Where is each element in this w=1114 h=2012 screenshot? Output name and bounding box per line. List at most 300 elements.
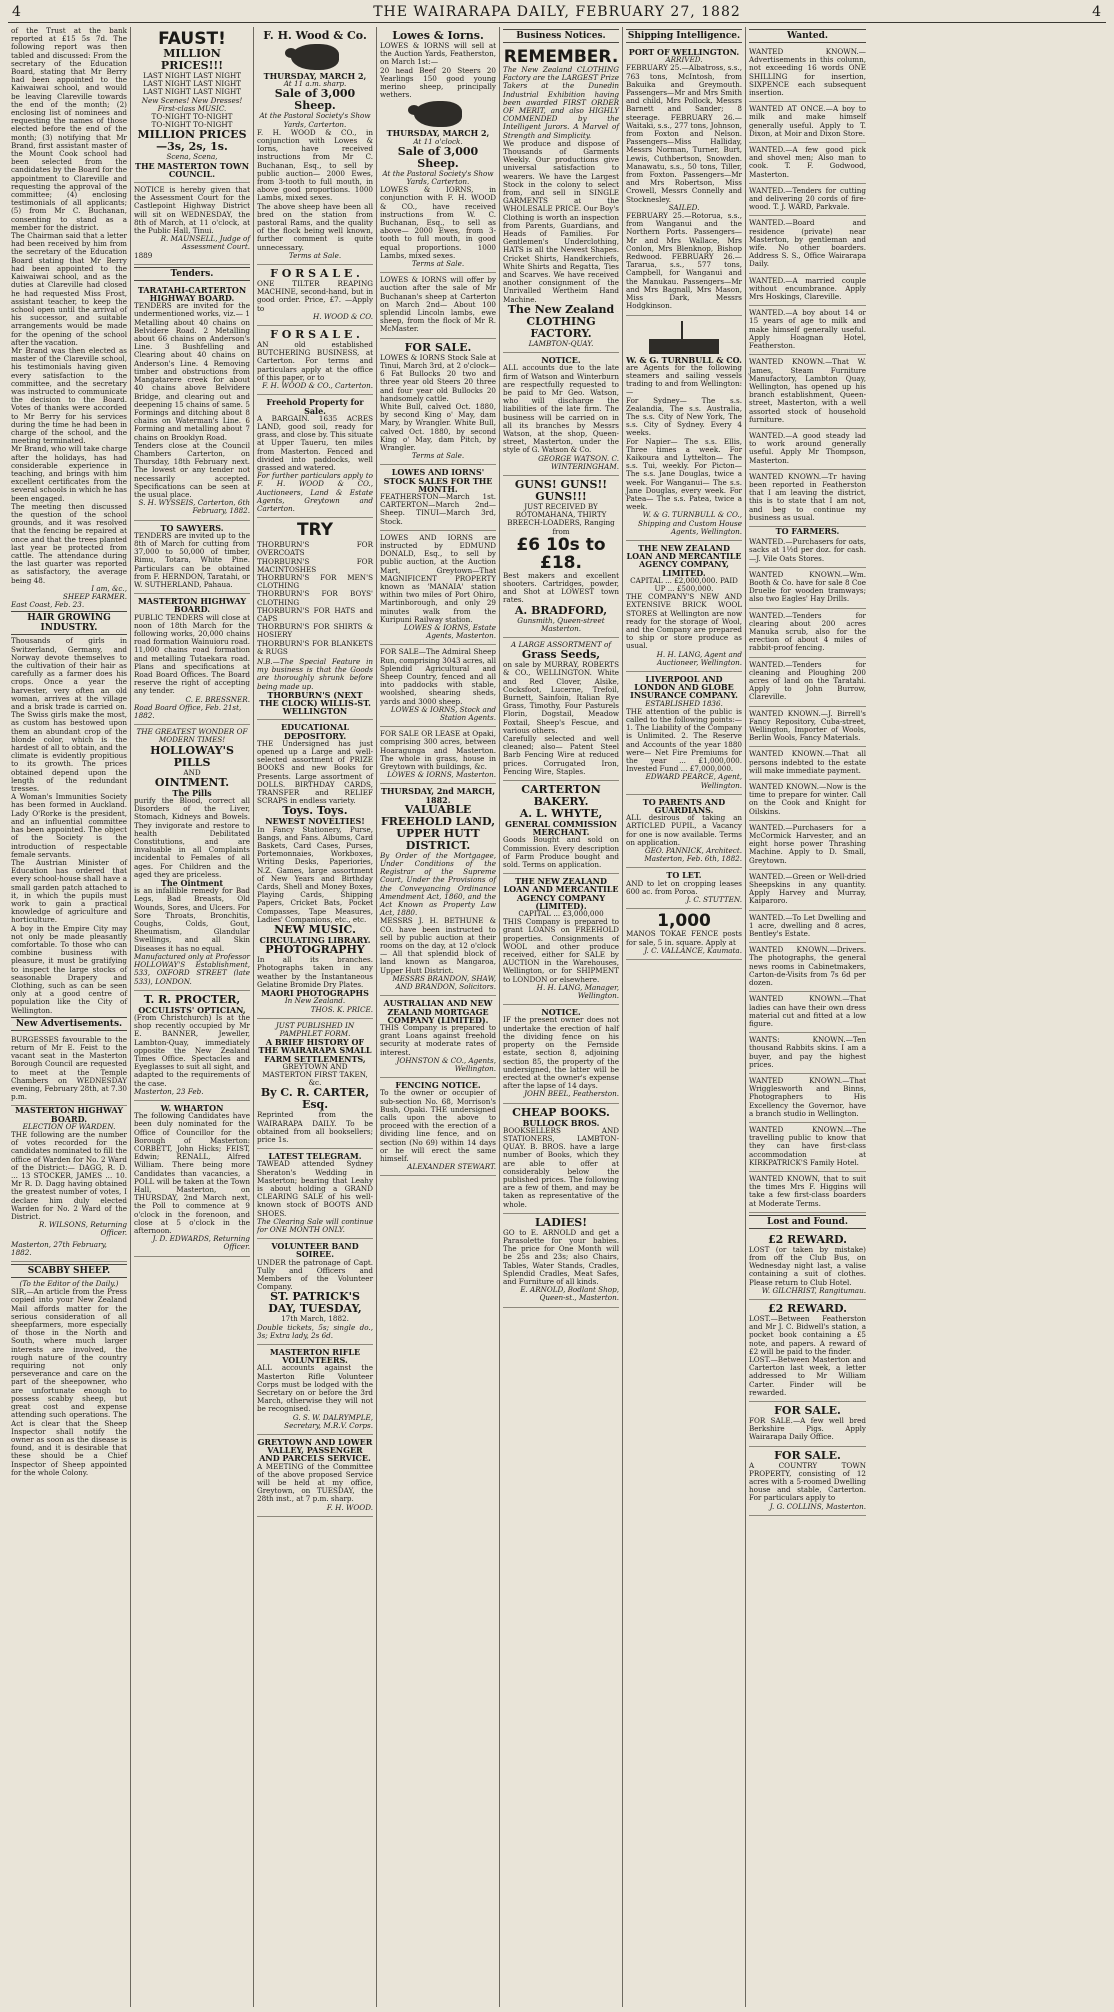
ad-heading: LOWES AND IORNS' STOCK SALES FOR THE MONTH. [383, 467, 493, 494]
ad-line: At 11 o'clock. [413, 136, 463, 146]
column-4 [377, 27, 500, 2007]
ad-line: Terms at Sale. [288, 250, 342, 260]
ad-body: AND to let on cropping leases 600 ac. from Poroa. [626, 878, 742, 896]
signature: H. H. LANG, Agent and Auctioneer, Wellington. [656, 649, 742, 667]
ad-heading: EDUCATIONAL DEPOSITORY. [281, 722, 349, 741]
masthead-title: THE WAIRARAPA DAILY, FEBRUARY 27, 1882 [373, 4, 741, 20]
column-3 [254, 27, 377, 2007]
stock-list-advertisement [380, 465, 496, 530]
ad-body: White Bull, calved Oct. 1880, by second King o' May, dam Mary, by Wrangler. White Bull, calved Oct. 1880, by second King o' May, dam Pitch, by Wrangler. [380, 401, 496, 452]
ad-line: Gunsmith, Queen-street Masterton. [517, 615, 605, 633]
signature: LOWES & IORNS, Estate Agents, Masterton. [403, 622, 496, 641]
ad-body: PUBLIC TENDERS will close at noon of 18th March for the following works, 20,000 chains road formation Wainuioru road. 11,000 chains road formation and metalling Tutaekara road. Plans and specifications at Road Board Offices. The Board reserve the right of accepting any tender. [134, 612, 250, 696]
ad-line: JUST RECEIVED BY ROTOMAHANA, THIRTY BREECH-LOADERS, Ranging from [507, 501, 615, 536]
for-sale-advertisement [749, 1402, 866, 1447]
columns [8, 27, 1106, 2007]
stock-sale-advertisement [380, 339, 496, 466]
ad-heading: The Ointment [160, 878, 224, 889]
ad-heading: W. & G. TURNBULL & CO. [626, 354, 742, 365]
turnbull-advertisement [626, 316, 742, 541]
ad-body: ALL accounts due to the late firm of Watson and Winterburn are respectfully requested to be paid to Mr Geo. Watson, who will discharge the liabilities of the late firm. The business will be carried on in all its branches by Messrs Watson, at the shop, Queen-street, Masterton, under the style of G. Watson & Co. [503, 363, 619, 455]
classified-ad: WANTED KNOWN.—Tr having been reported in Featherston that I am leaving the district, this is to state that I am not, and beg to continue my business as usual. [749, 470, 866, 527]
freehold-advertisement [257, 395, 373, 518]
letter-salutation: (To the Editor of the Daily.) [19, 1279, 119, 1289]
signature: C. E. BRESSNER. [185, 694, 250, 704]
for-sale-advertisement [257, 265, 373, 326]
classified-ad: WANTED.—Green or Well-dried Sheepskins in any quantity. Apply Harvey and Murray, Kaiparoro. [749, 870, 866, 911]
ad-body: In Fancy Stationery, Purse, Bangs, and Fans. Albums, Card Baskets, Card Cases, Purses, Portemonnaies, Workboxes, Writing Desks, Paperiories, N.Z. Games, large assortment of New Years and Birthday Cards, Shell and Money Boxes, Playing Cards, Shipping Papers, Cricket Bats, Pocket Compasses, Tape Measures, Ladies' Companions, etc., etc. [257, 824, 373, 924]
ad-subheading: GENERAL COMMISSION MERCHANT. [505, 819, 617, 838]
ad-body: are Agents for the following steamers and sailing vessels trading to and from Wellington:— [626, 362, 742, 397]
tender-advertisement [134, 521, 250, 595]
ad-body: ALL desirous of taking an ARTICLED PUPIL, a Vacancy for one is now available. Terms on application. [626, 813, 742, 847]
article-text: The Austrian Minister of Education has ordered that every school-house shall have a small garden patch attached to it, in which the pupils must work to gain a practical knowledge of agriculture and horticulture. [11, 857, 127, 925]
page-number-left: 4 [12, 4, 22, 20]
classified-ad: WANTED KNOWN.—That ladies can have their own dress material cut and fitted at a low figure. [749, 992, 866, 1033]
signature: JOHN BEEL, Featherston. [524, 1089, 619, 1099]
signature: GEORGE WATSON. C. WINTERINGHAM. [538, 453, 619, 471]
ad-body: By Order of the Mortgagee, Under Conditions of the Registrar of the Supreme Court, Under the Provisions of the Conveyancing Ordinance Amendment Act, 1860, and the Act Known as Property Law Act, 1880. [380, 850, 496, 918]
ad-heading: MAORI PHOTOGRAPHS [261, 988, 369, 999]
ad-headline: TRY [296, 520, 334, 541]
ad-body: F. H. WOOD & CO., in conjunction with Lowes & Iorns, have received instructions from Mr C. Buchanan, Esq., to sell by public auction— 2000 Ewes, from 3-tooth to full mouth, in above good proportions. 1000 Lambs, mixed sexes. [257, 127, 373, 203]
classified-ad: WANTED.—Tenders for clearing about 200 acres Manuka scrub, also for the erection of about 4 miles of rabbit-proof fencing. [749, 609, 866, 658]
ad-subheading: CIRCULATING LIBRARY. [259, 935, 371, 946]
signature: GEO. PANNICK, Architect. Masterton, Feb. 6th, 1882. [644, 846, 742, 864]
ad-headline: A. BRADFORD, [514, 603, 608, 617]
signature: J. G. COLLINS, Masterton. [769, 1501, 866, 1511]
ad-line: At the Pastoral Society's Show Yards, Carterton. [259, 111, 371, 129]
ad-headline: FOR SALE. [404, 340, 472, 354]
ad-headline: CHEAP BOOKS. [512, 1105, 610, 1119]
ad-body: A COUNTRY TOWN PROPERTY, consisting of 12 acres with a 5-roomed Dwelling house and stable, Carterton. For particulars apply to [749, 1460, 866, 1503]
ad-body: FEATHERSTON—March 1st. CARTERTON—March 2nd—Sheep. TINUI—March 3rd, Stock. [380, 491, 496, 526]
ad-line: LAMBTON-QUAY. [528, 338, 594, 348]
election-advertisement [134, 1101, 250, 1257]
lost-advertisement [749, 1300, 866, 1402]
ad-body: LOWES & IORNS, in conjunction with F. H. WOOD & CO., have received instructions from W. C. Buchanan, Esq., to sell as above— 2000 Ewes, from 3-tooth to full mouth, in good equal proportions. 1000 Lambs, mixed sexes. [380, 185, 496, 260]
classified-ad: WANTED.—A boy about 14 or 15 years of age to milk and make himself generally useful. Apply Hoagnan Hotel, Featherston. [749, 306, 866, 355]
ad-body: ONE TILTER REAPING MACHINE, second-hand, but in good order. Price, £7. —Apply to [257, 279, 373, 313]
section-heading: SCABBY SHEEP. [11, 1264, 127, 1278]
ad-heading: VOLUNTEER BAND SOIREE. [271, 1241, 359, 1260]
ad-heading: MASTERTON HIGHWAY BOARD. [14, 1105, 124, 1124]
article-text: A boy in the Empire City may not only be made pleasantly comfortable. To those who can combine business with pleasure, it must be gratifying to inspect the large stocks of seasonable Drapery and Clothing, such as can be seen only at a good centre of population like the City of Wellington. [11, 923, 127, 1015]
run-advertisement [380, 645, 496, 727]
ad-body: A MEETING of the Committee of the above proposed Service will be held at my office, Greytown, on TUESDAY, the 28th inst., at 7 p.m. sharp. [257, 1461, 373, 1504]
classified-ad: WANTS: KNOWN.—Ten thousand Rabbits skins. I am a buyer, and pay the highest prices. [749, 1033, 866, 1074]
signature: EDWARD PEARCE, Agent, Wellington. [645, 772, 742, 790]
signature: I am, &c., [91, 583, 127, 593]
ad-body: Double tickets, 5s; single do., 3s; Extra lady, 2s 6d. [257, 1322, 373, 1340]
article-text: A Woman's Immunities Society has been formed in Auckland. Lady O'Rorke is the president, and an influential committee has been appointed. The object of the Society is the introduction of respectable female servants. [11, 792, 127, 859]
ad-line: CAPITAL ... £3,000,000 [518, 909, 604, 919]
ad-body: The following Candidates have been duly nominated for the Office of Councillor for the Borough of Masterton: CORBETT, John Hicks; FEIST, Edwin; RENALL, Alfred William. There being more Candidates than vacancies, a POLL will be taken at the Town Hall, Masterton, on THURSDAY, 2nd March next, the Poll to commence at 9 o'clock in the forenoon, and close at 5 o'clock in the afternoon. [134, 1111, 250, 1235]
ad-heading: TARATAHI-CARTERTON HIGHWAY BOARD. [137, 284, 247, 304]
list-item: THORBURN'S FOR HATS and CAPS [257, 605, 373, 623]
ladies-advertisement [503, 1214, 619, 1308]
ad-headline: Toys. Toys. [282, 804, 348, 818]
ad-line: GREYTOWN AND MASTERTON FIRST TAKEN, &c. [262, 1061, 368, 1088]
telegram-advertisement [257, 1149, 373, 1239]
insurance-advertisement [626, 672, 742, 795]
signature: F. H. WOOD & CO., Carterton. [262, 381, 373, 391]
ad-headline: By C. R. CARTER, Esq. [260, 1086, 370, 1112]
column-2 [131, 27, 254, 2007]
classified-ad: WANTED KNOWN.—Now is the time to prepare for winter. Call on the Cook and Knight for Oilskins. [749, 780, 866, 821]
classified-ad: WANTED.—Purchasers for a McCormick Harvester, and an eight horse power Thrashing Machine. Apply to D. Small, Greytown. [749, 821, 866, 870]
grass-seed-advertisement [503, 638, 619, 781]
ad-heading: NOTICE. [541, 1007, 581, 1018]
article-text: FEBRUARY 25.—Rotorua, s.s., from Wanganui and the Northern Ports. Passengers—Mr and Mrs Wallace, Mrs Conlon, Mrs Blenknop, Bishop Redwood. FEBRUARY 26.—Tararua, s.s., 577 tons, Campbell, for Wanganui and the Manukau. Passengers—Mr and Mrs Bagnall, Mrs Mason, Miss Dark, Messrs Hodgkinson. [626, 211, 742, 311]
ad-body: To the owner or occupier of sub-section No. 68, Morrison's Bush, Opaki. THE undersigned calls upon the above to proceed with the erection of a dividing line fence, and on section (No 69) within 14 days or he will erect the same himself. [380, 1088, 496, 1163]
books-advertisement [503, 1104, 619, 1214]
signature: THOS. K. PRICE. [310, 1004, 373, 1014]
ad-line: Scena, Scena, [166, 152, 218, 162]
ad-body: For further particulars apply to F. H. WOOD & CO., Auctioneers, Land & Estate Agents, Greytown and Carterton. [257, 471, 373, 513]
ad-heading: AUSTRALIAN AND NEW ZEALAND MORTGAGE COMPANY (LIMITED). [383, 998, 493, 1025]
ad-headline: T. R. PROCTER, [143, 992, 241, 1006]
section-heading: Business Notices. [503, 29, 619, 43]
signature: LOWES & IORNS, Masterton. [387, 770, 496, 780]
ad-headline: FAUST! [158, 29, 226, 49]
ad-heading: MASTERTON HIGHWAY BOARD. [137, 596, 247, 615]
service-advertisement [257, 1435, 373, 1517]
column-5 [500, 27, 623, 2007]
ad-line: TO-NIGHT TO-NIGHT [151, 120, 233, 130]
classified-ad: WANTED.—A good steady lad to work around generally useful. Apply Mr Thompson, Masterton. [749, 429, 866, 470]
ad-headline: The New Zealand CLOTHING FACTORY. [507, 302, 615, 340]
signature: W. & G. TURNBULL & CO., Shipping and Custom House Agents, Wellington. [638, 510, 742, 536]
article-text: The meeting then discussed the question of the school grounds, and it was resolved that the fencing be repaired at once and that the trees planted last year be protected from cattle. The attendance during the last quarter was reported as satisfactory, the average being 48. [11, 501, 127, 585]
ad-headline: FOR SALE. [774, 1404, 841, 1418]
ad-heading: Freehold Property for Sale. [266, 397, 364, 416]
article-text: SIR,—An article from the Press copied into your New Zealand Mail affords matter for the serious consideration of all sheepfarmers, more especially of those in the North and South, where much larger interests are involved, the rough nature of the country requiring not only perseverance and care on the part of the sheepowner, who are unfortunate enough to possess scabby sheep, but great cost and expense attending such operations. The Act is clear that the Sheep Inspector shall notify the owner as soon as the disease is found, and it is desirable that these should be a Chief Inspector of Sheep appointed for the whole Colony. [11, 1287, 127, 1477]
ad-heading: TO LET. [666, 870, 702, 881]
classified-ad: WANTED KNOWN.—J. Birrell's Fancy Repository, Cuba-street, Wellington, Importer of Wools, Berlin Wools, Fancy Materials. [749, 707, 866, 748]
ad-heading: TO SAWYERS. [160, 522, 224, 533]
for-sale-advertisement [749, 1447, 866, 1516]
ad-body: THIS Company is prepared to grant LOANS on FREEHOLD properties. Consignments of WOOL and other produce received, either for SALE by AUCTION in the Warehouses, Wellington, or for SHIPMENT to LONDON or elsewhere. [503, 917, 619, 984]
ad-line: In New Zealand. [284, 996, 346, 1006]
lost-advertisement [749, 1231, 866, 1300]
classified-ad: WANTED.—Tenders for cleaning and Ploughing 200 acres of land on the Taratahi. Apply to John Burrow, Clareville. [749, 658, 866, 707]
ad-body: AN old established BUTCHERING BUSINESS, at Carterton. For terms and particulars apply at the office of this paper, or to [257, 340, 373, 382]
pupil-advertisement [626, 795, 742, 869]
ad-headline: F O R S A L E . [270, 267, 360, 281]
ad-headline: GUNS! GUNS!! GUNS!!! [514, 477, 608, 503]
signature: S. H. WYSSEIS, Carterton, 6th February, 1882. [138, 498, 250, 516]
ad-heading: TO FARMERS. [775, 525, 840, 536]
sheep-illustration [291, 44, 339, 70]
notice-advertisement [503, 1005, 619, 1103]
pamphlet-advertisement [257, 1019, 373, 1149]
section-heading: Lost and Found. [749, 1215, 866, 1229]
ad-subheading: BULLOCK BROS. [522, 1117, 600, 1128]
ad-heading: NOTICE. [541, 355, 581, 366]
ad-headline: OINTMENT. [154, 775, 230, 789]
ad-headline: HOLLOWAY'S PILLS [150, 743, 234, 769]
section-heading: New Advertisements. [11, 1017, 127, 1031]
ad-body: Manufactured only at Professor HOLLOWAY'S Establishment, 533, OXFORD STREET (late 533), LONDON. [134, 951, 250, 986]
list-item: THORBURN'S FOR OVERCOATS [257, 540, 373, 558]
advertisement: BURGESSES favourable to the return of Mr E. Feist to the vacant seat in the Masterton Borough Council are requested to meet at the Temple Chambers on WEDNESDAY evening, February 28th, at 7.30 p.m. [11, 1033, 127, 1107]
ad-heading: PORT OF WELLINGTON. [628, 47, 740, 57]
ad-line: At 11 a.m. sharp. [283, 79, 347, 89]
ad-body: THE attention of the public is called to the following points:— 1. The Liability of the Company is Unlimited. 2. The Reserve and Accounts of the year 1880 were— Net Fire Premiums for the year ... £1,000,000. Invested Fund ... £7,000,000. [626, 706, 742, 774]
article-text: Mr Brand, who will take charge after the holidays, has had considerable experience in teaching, and brings with him excellent certificates from the several schools in which he has been engaged. [11, 444, 127, 503]
ad-line: LAST NIGHT LAST NIGHT [142, 87, 242, 97]
notice-advertisement [503, 353, 619, 476]
ad-headline: 1,000 [657, 911, 711, 932]
ad-headline: F O R S A L E . [270, 328, 360, 342]
property-advertisement [380, 531, 496, 646]
classified-ad: WANTED AT ONCE.—A boy to milk and make himself generally useful. Apply to T. Dixon, at Moir and Dixon Store. [749, 102, 866, 143]
ad-body: purify the Blood, correct all Disorders of the Liver, Stomach, Kidneys and Bowels. They invigorate and restore to health Debilitated Constitutions, and are invaluable in all Complaints incidental to Females of all ages. For Children and the aged they are priceless. [134, 796, 250, 879]
wood-auction-advertisement [257, 27, 373, 265]
mortgage-advertisement [380, 996, 496, 1078]
signature: G. S. W. DALRYMPLE, Secretary, M.R.V. Corps. [284, 1412, 373, 1430]
ad-body: The New Zealand CLOTHING Factory are the LARGEST Prize Takers at the Dunedin Industrial Exhibition having been awarded FIRST ORDER OF MERIT, and also HIGHLY COMMENDED by the Intelligent Jurors. A Marvel of Strength and Simplicity. [503, 65, 619, 140]
signature: MESSRS BRANDON, SHAW, AND BRANDON, Solicitors. [392, 973, 496, 992]
ad-body: LOWES AND IORNS are instructed by EDMUND DONALD, Esq., to sell by public auction, at the Auction Mart, Greytown—That MAGNIFICENT PROPERTY known as 'MANAIA' station within two miles of Port Ohiro, Martinborough, and only 29 minutes walk from the Kuripuni Railway station. [380, 532, 496, 624]
ad-list [257, 541, 373, 656]
classified-ad: WANTED.—Purchasers for oats, sacks at 1½d per doz. for cash.—J. Vile Oats Stores. [749, 535, 866, 568]
ad-heading: THE NEW ZEALAND LOAN AND MERCANTILE AGENCY COMPANY, LIMITED. [626, 542, 742, 578]
procter-advertisement [134, 991, 250, 1101]
signature: J. C. VALLANCE, Kaumata. [644, 945, 742, 955]
ad-headline: £2 REWARD. [768, 1301, 847, 1315]
section-heading: HAIR GROWING INDUSTRY. [11, 611, 127, 635]
classified-ad: WANTED KNOWN.—That all persons indebted to the estate will make immediate payment. [749, 747, 866, 780]
ad-number: 1889 [134, 250, 153, 260]
ad-subheading: ARRIVED. [665, 55, 703, 65]
ad-body: GO to E. ARNOLD and get a Parasolette for your babies. The price for One Month will be 25s and 23s; also Chairs, Tables, Water Stands, Cradles, Splendid Cradles, Meat Safes, and Furniture of all kinds. [503, 1227, 619, 1286]
fencing-advertisement [380, 1078, 496, 1176]
ad-headline: Lowes & Iorns. [392, 29, 484, 42]
loan-advertisement [503, 874, 619, 1005]
ad-body: BOOKSELLERS AND STATIONERS, LAMBTON-QUAY. B. BROS. have a large number of Books, which they are able to offer at considerably below the published prices. The following are a few of them, and may be taken as representative of the whole. [503, 1125, 619, 1209]
ad-body: on sale by MURRAY, ROBERTS & CO., WELLINGTON. White and Red Clover, Alsike, Cocksfoot, Lucerne, Trefoil, Burnett, Sainfoin, Italian Rye Grass, Timothy, Four Pasturels Florin, Dogstail, Meadow Foxtail, Sheep's Fescue, and various others. [503, 660, 619, 735]
ad-headline: A. L. WHYTE, [519, 807, 603, 821]
ad-heading: GREYTOWN AND LOWER VALLEY, PASSENGER AND PARCELS SERVICE. [257, 1437, 373, 1464]
ad-body: THE COMPANY'S NEW AND EXTENSIVE BRICK WOOL STORES at Wellington are now ready for the storage of Wool, and the Company are prepared to ship or store produce as usual. [626, 592, 742, 651]
ad-body: TAWEAD attended Sydney Sheraton's Wedding in Masterton; bearing that Leahy is about holding a GRAND CLEARING SALE of his well-known stock of BOOTS AND SHOES. [257, 1159, 373, 1218]
ad-heading: W. WHARTON [160, 1102, 224, 1113]
signature: J. D. EDWARDS, Returning Officer. [152, 1234, 250, 1252]
ad-body: MANOS TOKAE FENCE posts for sale, 5 in. square. Apply at [626, 929, 742, 947]
ad-body: Carefully selected and well cleaned; also— Patent Steel Barb Fencing Wire at reduced prices. Corrugated Iron, Fencing Wire, Staples. [503, 734, 619, 776]
signature: JOHNSTON & CO., Agents, Wellington. [396, 1055, 496, 1073]
educational-advertisement [257, 720, 373, 1018]
signature: ALEXANDER STEWART. [407, 1162, 496, 1172]
ad-headline: Sale of 3,000 Sheep. [397, 144, 479, 170]
ad-body: Reprinted from the WAIRARAPA DAILY. To be obtained from all booksellers; price 1s. [257, 1110, 373, 1144]
signature: H. WOOD & CO. [313, 311, 373, 321]
classified-ad: WANTED.—A married couple without encumbrance. Apply Mrs Hoskings, Clareville. [749, 274, 866, 307]
ad-body: NOTICE is hereby given that the Assessment Court for the Castlepoint Highway District will sit on WEDNESDAY, the 8th of March, at 11 o'clock, at the Public Hall, Tinui. [134, 185, 250, 236]
volunteer-advertisement [257, 1239, 373, 1345]
advertisement: THE following are the number of votes recorded for the candidates nominated to fill the office of Warden for No. 2 Ward of the District:— DAGG, R. D. ... 13 STOCKER, JAMES ... 10. Mr R. D. Dagg having obtained the greatest number of votes, I declare him duly elected Warden for No. 2 Ward of the District. [11, 1130, 127, 1222]
lowes-auction-advertisement [380, 27, 496, 273]
ad-body: LOST.—Between Masterton and Carterton last week, a letter addressed to Mr William Carter. Finder will be rewarded. [749, 1355, 866, 1397]
signature: R. MAUNSELL, Judge of Assessment Court. [160, 234, 250, 252]
ad-body: THIS Company is prepared to grant Loans against freehold security at moderate rates of interest. [380, 1022, 496, 1057]
ad-line: 17th March, 1882. [281, 1314, 349, 1324]
ad-body: UNDER the patronage of Capt. Tully and Officers and Members of the Volunteer Company. [257, 1257, 373, 1292]
ad-line: ESTABLISHED 1836. [645, 698, 723, 708]
classified-ad: WANTED KNOWN, that to suit the times Mrs F. Higgins will take a few first-class boarders at Moderate Terms. [749, 1172, 866, 1213]
dateline: Masterton, 27th February, 1882. [11, 1238, 127, 1262]
ad-heading: A BRIEF HISTORY OF THE WAIRARAPA SMALL FARM SETTLEMENTS, [258, 1037, 372, 1064]
ad-headline: ST. PATRICK'S DAY, TUESDAY, [268, 1290, 362, 1316]
ad-headline: F. H. Wood & Co. [263, 29, 367, 42]
ad-heading: LATEST TELEGRAM. [268, 1151, 362, 1162]
notice-advertisement [134, 183, 250, 265]
ad-line: TO-NIGHT TO-NIGHT [151, 112, 233, 122]
classified-ad: WANTED.—To Let Dwelling and 1 acre, dwelling and 8 acres, Bentley's Estate. [749, 911, 866, 944]
article-text: The Chairman said that a letter had been received by him from the secretary of the Education Board stating that Mr Berry had been appointed to the Kaiwaiwai school, and as the duties at Clareville had closed he had requested Miss Frost, assistant teacher, to keep the school open until the arrival of his successor, and suitable arrangements would be made for the opening of the school after the vacation. [11, 231, 127, 347]
ad-heading: MASTERTON RIFLE VOLUNTEERS. [269, 1347, 361, 1366]
ad-body: We produce and dispose of Thousands of Garments Weekly. Our productions give universal satisfaction to wearers. We have the Largest Stock in the colony to select from, and sell in SINGLE GARMENTS at the WHOLESALE PRICE. Our Boy's Clothing is worth an inspection from Parents, Guardians, and Heads of Families. For Gentlemen's Underclothing, HATS is all the Newest Shapes. Cricket Shirts, Handkerchiefs, White Shirts and Regatta, Ties and Scarves. We have received another consignment of the Unrivalled Wertheim Hand Machine. [503, 138, 619, 304]
classified-ad: WANTED KNOWN.—That Wrigglesworth and Binns, Photographers to His Excellency the Governor, have a branch studio in Wellington. [749, 1074, 866, 1123]
ad-line: JUST PUBLISHED IN PAMPHLET FORM. [275, 1020, 355, 1038]
fence-posts-advertisement [626, 909, 742, 960]
section-heading: Shipping Intelligence. [627, 31, 741, 41]
classified-ad: WANTED KNOWN.—That W. James, Steam Furniture Manufactory, Lambton Quay, Wellington, has opened up his branch establishment, Queen-street, Masterton, with a well assorted stock of household furniture. [749, 355, 866, 429]
ad-body: LOST.—Between Featherston and Mr J. C. Bidwell's station, a pocket book containing a £5 note, and papers. A reward of £2 will be paid to the finder. [749, 1313, 866, 1356]
ad-line: THURSDAY, MARCH 2, [263, 71, 367, 81]
faust-advertisement [134, 27, 250, 183]
ad-headline: REMEMBER. [503, 47, 619, 67]
thorburn-advertisement [257, 518, 373, 720]
classified-ad: WANTED KNOWN.—Wm. Booth & Co. have for sale 8 Coe Druelie for wooden tramways; also two Eagles' Hay Drills. [749, 568, 866, 609]
ad-line: MILLION PRICES—3s, 2s, 1s. [137, 128, 247, 154]
lease-advertisement [626, 868, 742, 909]
list-item: THORBURN'S FOR MEN'S CLOTHING [257, 572, 373, 591]
ad-body: 20 head Beef 20 Steers 20 Yearlings 150 good young merino sheep, principally wethers. [380, 65, 496, 100]
ad-headline: PHOTOGRAPHY [265, 943, 365, 957]
signature: H. H. LANG, Manager, Wellington. [536, 982, 619, 1001]
section-heading: Tenders. [134, 267, 250, 281]
bakery-advertisement [503, 781, 619, 874]
holloway-advertisement [134, 725, 250, 990]
ad-line: CAPITAL ... £2,000,000. PAID UP ... £500,000. [630, 575, 738, 593]
ad-body: TENDERS are invited for the undermentioned works, viz.— 1 Metalling about 40 chains on Belvidere Road. 2 Metalling about 66 chains on Anderson's Line. 3 Bushfelling and Clearing about 40 chains on Anderson's Line. 4 Removing timber and obstructions from Mangatarere creek for about 40 chains above Belvidere Bridge, and clearing out and deepening 15 chains of same. 5 Formings and ditching about 8 chains on Waterman's Line. 6 Forming and metalling about 7 chains on Brooklyn Road. [134, 301, 250, 442]
ad-line: AND [183, 767, 201, 777]
classified-ad: WANTED.—Tenders for cutting and delivering 20 cords of fire-wood. T. J. WARD, Parkvale. [749, 184, 866, 217]
ad-body: The above sheep have been all bred on the station from pastoral Rams, and the quality of the flock being well known, further comment is quite unnecessary. [257, 201, 373, 252]
list-item: THORBURN'S FOR SHIRTS & HOSIERY [257, 622, 373, 640]
dateline: Masterton, 23 Feb. [134, 1086, 204, 1096]
guns-advertisement [503, 476, 619, 638]
ad-headline: Grass Seeds, [521, 648, 601, 662]
ad-body: LOST (or taken by mistake) from off the Club Bus, on Wednesday night last, a valise containing a suit of clothes. Please return to Club Hotel. [749, 1244, 866, 1287]
shipping-news [626, 45, 742, 316]
ad-line: THE MASTERTON TOWN COUNCIL. [134, 160, 250, 179]
section-heading: Wanted. [749, 29, 866, 43]
signature: W. GILCHRIST, Rangitumau. [761, 1285, 866, 1295]
classified-ad: WANTED KNOWN.—The travelling public to know that they can have first-class accommodation at KIRKPATRICK'S Family Hotel. [749, 1123, 866, 1172]
ad-heading: FENCING NOTICE. [395, 1080, 481, 1091]
ad-subheading: MILLION PRICES!!! [160, 47, 224, 72]
ad-body: In all its branches. Photographs taken in any weather by the Instantaneous Gelatine Bromide Dry Plates. [257, 955, 373, 989]
ad-body: Best makers and excellent shooters. Cartridges, powder, and Shot at LOWEST town rates. [503, 570, 619, 605]
ad-heading: THE NEW ZEALAND LOAN AND MERCANTILE AGENCY COMPANY (LIMITED). [503, 876, 619, 911]
list-item: THORBURN'S FOR BOYS' CLOTHING [257, 589, 373, 607]
column-1 [8, 27, 131, 2007]
ad-subheading: NEWEST NOVELTIES! [265, 816, 365, 827]
ad-body: Tenders close at the Council Chambers Carterton, on Thursday, 18th February next. The lowest or any tender not necessarily accepted. Specifications can be seen at the usual place. [134, 440, 250, 499]
ad-body: FOR SALE.—A few well bred Berkshire Pigs. Apply Wairarapa Daily Office. [749, 1416, 866, 1442]
ad-line: New Scenes! New Dresses! First-class MUSIC. [141, 95, 243, 113]
column-6 [623, 27, 746, 2007]
ad-body: For Napier— The s.s. Ellis, Three times a week. For Kaikoura and Lyttelton— The s.s. Tui, weekly. For Picton— The s.s. Jane Douglas, twice a week. For Wanganui— The s.s. Jane Douglas, every week. For Patea— The s.s. Patea, twice a week. [626, 436, 742, 512]
ad-heading: LIVERPOOL AND LONDON AND GLOBE INSURANCE COMPANY. [630, 674, 738, 701]
article-text: Mr Brand was then elected as master of the Clareville school, his testimonials having given every satisfaction to the committee, and the secretary was instructed to communicate the decision to the Board. Votes of thanks were accorded to Mr Berry for his services during the time he had been in charge of the school, and the meeting terminated. [11, 345, 127, 446]
land-auction-advertisement [380, 784, 496, 996]
ad-body: LOWES & IORNS will sell at the Auction Yards, Featherston, on March 1st:— [380, 41, 496, 67]
signature: SHEEP FARMER. [62, 592, 127, 602]
ad-line: Terms at Sale. [411, 259, 465, 269]
ad-body: THE Undersigned has just opened up a Large and well-selected assortment of PRIZE BOOKS and new Books for Presents. Large assortment of DOLLS. BIRTHDAY CARDS, TRANSFER and RELIEF SCRAPS in endless variety. [257, 738, 373, 806]
dateline: Road Board Office, Feb. 21st, 1882. [134, 702, 242, 721]
list-item: THORBURN'S FOR BLANKETS & RUGS [257, 638, 373, 656]
ad-line: THE GREATEST WONDER OF MODERN TIMES! [136, 727, 248, 745]
loan-advertisement [626, 541, 742, 672]
ad-headline: Sale of 3,000 Sheep. [274, 87, 356, 113]
ad-body: (From Christchurch) Is at the shop recently occupied by Mr E. BANNER, Jeweller, Lambton-Quay, immediately opposite the New Zealand Times Office. Spectacles and Eyeglasses to suit all sight, and adapted to the requirements of the case. [134, 1012, 250, 1088]
ad-line: THURSDAY, MARCH 2, [386, 128, 490, 139]
ad-body: LOWES & IORNS Stock Sale at Tinui, March 3rd, at 2 o'clock— 6 Fat Bullocks 20 two and three year old Steers 20 three and four year old Bullocks 20 handsomely cattle. [380, 352, 496, 403]
list-item: THORBURN'S FOR MACINTOSHES [257, 556, 373, 574]
ad-line: At the Pastoral Society's Show Yards, Carterton. [382, 168, 494, 187]
ad-headline: NEW MUSIC. [274, 923, 356, 937]
ad-headline: FOR SALE. [774, 1448, 841, 1462]
ad-heading: TO PARENTS AND GUARDIANS. [642, 796, 726, 816]
ad-line: Terms at Sale. [411, 451, 465, 461]
article-text: of the Trust at the bank reported at £15 5s 7d. The following report was then tabled and discussed: From the secretary of the Education Board, stating that Mr Berry had been appointed to the Kaiwaiwai school, and would be leaving Clareville towards the end of the month; (2) enclosing list of nominees and requesting the names of those elected before the end of the month; (3) notifying that Mr Brand, first assistant master of the Mount Cook school had been selected from the candidates by the Board for the appointment to Clareville and requesting the approval of the committee; (4) enclosing testimonials of all applicants; (5) from Mr C. Buchanan, consenting to stand as a member for the district. [11, 27, 127, 232]
ad-line: LAST NIGHT LAST NIGHT [142, 79, 242, 89]
ad-body: MESSRS J. H. BETHUNE & CO. have been instructed to sell by public auction at their rooms on the day, at 12 o'clock— All that splendid block of land known as Mangaroa, Upper Hutt District. [380, 916, 496, 975]
sheep-illustration [414, 101, 462, 127]
ad-body: The Clearing Sale will continue for ONE MONTH ONLY. [257, 1216, 373, 1234]
for-sale-advertisement [257, 326, 373, 395]
ad-subheading: OCCULISTS' OPTICIAN, [138, 1004, 246, 1015]
page-number-right: 4 [1092, 4, 1102, 20]
ad-subheading: SAILED. [668, 202, 700, 212]
classified-ad: WANTED.—A few good pick and shovel men; Also man to cook. T. F. Godwood, Masterton. [749, 143, 866, 184]
classified-ad: WANTED KNOWN.—Drivers. The photographs, the general news rooms in Cabinetmakers, Carton-de-Visits from 7s 6d per dozen. [749, 943, 866, 992]
clothing-advertisement [503, 45, 619, 353]
ad-headline: CARTERTON BAKERY. [521, 783, 601, 809]
signature: F. H. WOOD. [326, 1502, 373, 1512]
ad-body: IF the present owner does not undertake the erection of half the dividing fence on his property on the Fernside estate, section 8, adjoining section 85, the property of the undersigned, the latter will be erected at the owner's expense after the lapse of 14 days. [503, 1015, 619, 1091]
lease-advertisement [380, 727, 496, 784]
ad-body: N.B.—The Special Feature in my business is that the Goods are thoroughly shrunk before being made up. [257, 656, 373, 691]
ad-body: FOR SALE OR LEASE at Opaki, comprising 300 acres, between Hoaragunga and Masterton. The whole in grass, house in Greytown with buildings, &c. [380, 729, 496, 772]
ad-body: For Sydney— The s.s. Zealandia, The s.s. Australia, The s.s. City of New York, The s.s. City of Sydney. Every 4 weeks. [626, 395, 742, 438]
masthead [8, 4, 1106, 23]
signature: THORBURN'S (NEXT THE CLOCK) WILLIS-ST. WELLINGTON [259, 689, 371, 717]
rifle-advertisement [257, 1345, 373, 1435]
signature: LOWES & IORNS, Stock and Station Agents. [390, 704, 496, 723]
ad-body: TENDERS are invited up to the 8th of March for cutting from 37,000 to 50,000 of timber, Rimu, Totara, White Pine. Particulars can be obtained from F. HERNDON, Taratahi, or W. SUTHERLAND, Pahaua. [134, 530, 250, 589]
ad-headline: £2 REWARD. [768, 1232, 847, 1246]
dateline: East Coast, Feb. 23. [11, 600, 85, 610]
signature: J. C. STUTTEN. [686, 895, 742, 905]
ad-body: ALL accounts against the Masterton Rifle Volunteer Corps must be lodged with the Secretary on or before the 3rd March, otherwise they will not be recognised. [257, 1363, 373, 1414]
